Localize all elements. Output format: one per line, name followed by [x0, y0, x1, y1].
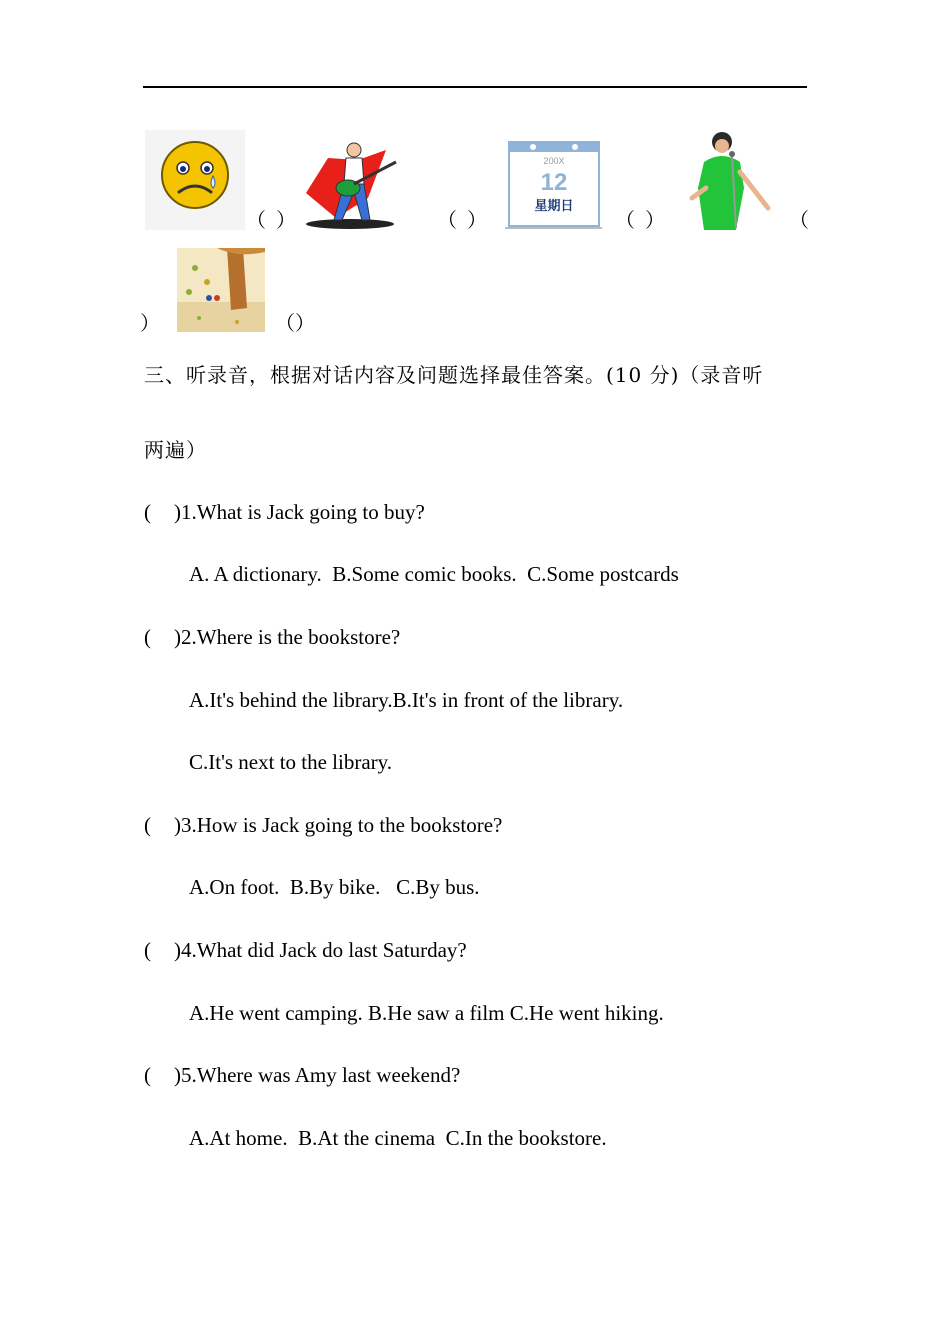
answer-paren-1[interactable]: （ ） [246, 210, 296, 232]
question-text: )3.How is Jack going to the bookstore? [174, 813, 503, 837]
calendar-year: 200X [543, 156, 565, 166]
answer-blank[interactable]: ( [144, 625, 151, 649]
autumn-tree-icon [177, 248, 265, 332]
answer-paren-5[interactable]: （） [275, 313, 315, 335]
answer-paren-4-open[interactable]: （ [789, 210, 809, 232]
answer-paren-3[interactable]: （ ） [615, 210, 665, 232]
top-rule [143, 86, 807, 88]
answer-blank[interactable]: ( [144, 500, 151, 524]
question-2 [144, 623, 400, 651]
question-1 [144, 498, 425, 526]
answer-blank[interactable]: ( [144, 813, 151, 837]
section-heading-continued: 两遍） [144, 438, 207, 462]
question-4-options: A.He went camping. B.He saw a film C.He went hiking. [189, 1001, 664, 1025]
question-text: )1.What is Jack going to buy? [174, 500, 425, 524]
calendar-weekday: 星期日 [534, 199, 574, 214]
question-2-options: A.It's behind the library.B.It's in front of the library. [189, 688, 624, 712]
section-heading: 三、听录音，根据对话内容及问题选择最佳答案。(10 分)（录音听 [144, 363, 764, 387]
calendar-day: 12 [540, 169, 568, 196]
question-5-options: A.At home. B.At the cinema C.In the bookstore. [189, 1126, 607, 1150]
answer-blank[interactable]: ( [144, 938, 151, 962]
question-5 [144, 1061, 460, 1089]
answer-paren-4-close: ） [140, 313, 160, 335]
question-text: )5.Where was Amy last weekend? [174, 1063, 461, 1087]
singer-icon [674, 128, 774, 230]
answer-blank[interactable]: ( [144, 1063, 151, 1087]
crying-face-icon [145, 130, 245, 230]
question-text: )2.Where is the bookstore? [174, 625, 401, 649]
question-3 [144, 811, 502, 839]
question-text: )4.What did Jack do last Saturday? [174, 938, 467, 962]
calendar-icon [505, 140, 602, 230]
answer-paren-2[interactable]: （ ） [437, 210, 487, 232]
question-3-options: A.On foot. B.By bike. C.By bus. [189, 875, 480, 899]
question-2-options-continued: C.It's next to the library. [189, 750, 393, 774]
question-4 [144, 936, 467, 964]
guitar-player-icon [298, 138, 402, 230]
question-1-options: A. A dictionary. B.Some comic books. C.Some postcards [189, 562, 679, 586]
